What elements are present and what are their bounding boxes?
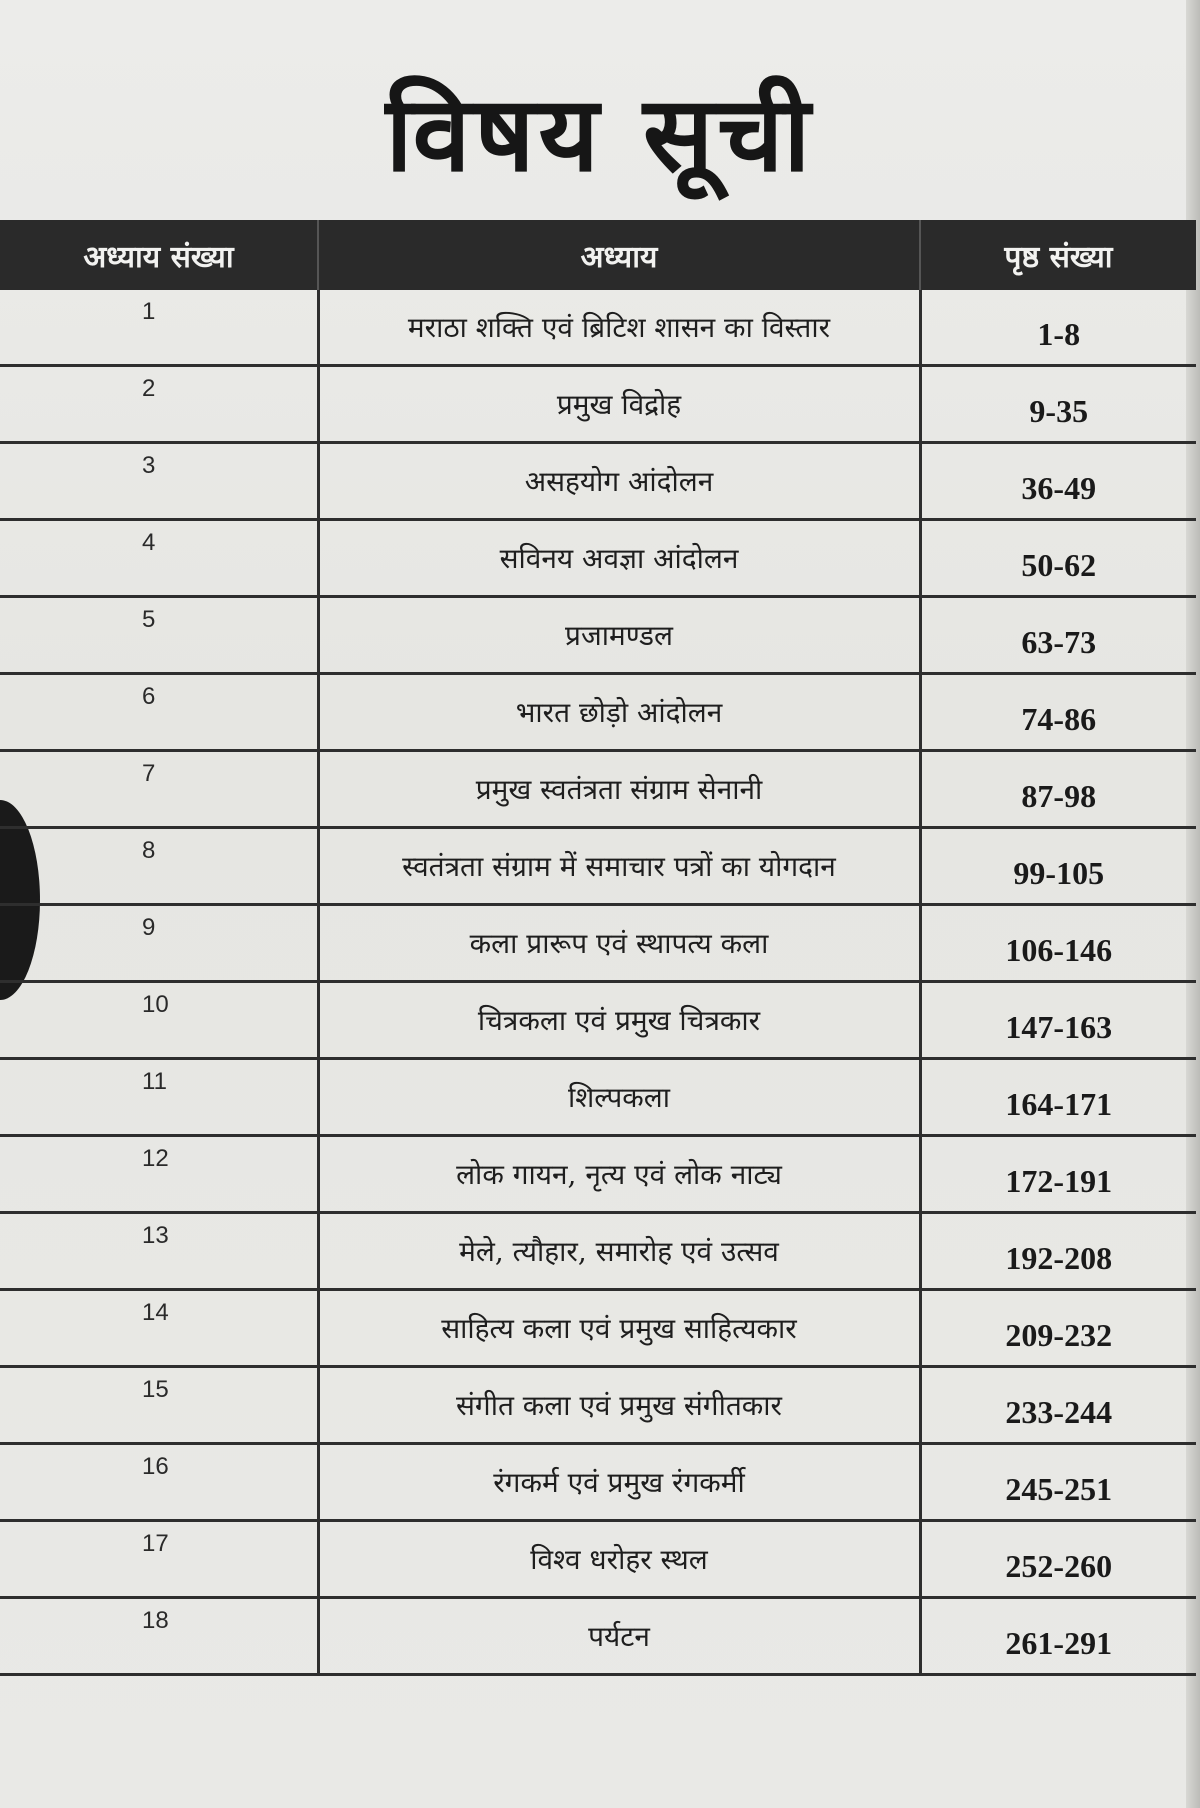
chapter-number: 3 — [142, 452, 156, 479]
table-row — [0, 982, 1196, 1059]
page-range-cell — [920, 1598, 1196, 1675]
chapter-title: लोक गायन, नृत्य एवं लोक नाट्य — [318, 1136, 920, 1213]
page-range-cell — [920, 674, 1196, 751]
chapter-number-cell — [0, 1367, 318, 1444]
chapter-title: स्वतंत्रता संग्राम में समाचार पत्रों का योगदान — [318, 828, 920, 905]
page-range: 106-146 — [1005, 931, 1113, 968]
chapter-number: 2 — [142, 375, 156, 402]
chapter-title: चित्रकला एवं प्रमुख चित्रकार — [318, 982, 920, 1059]
page-range: 164-171 — [1005, 1085, 1113, 1122]
chapter-number-cell — [0, 1059, 318, 1136]
chapter-number-cell — [0, 366, 318, 443]
chapter-number: 5 — [142, 606, 156, 633]
page-range: 147-163 — [1005, 1008, 1113, 1045]
table-row — [0, 1213, 1196, 1290]
page-range-cell — [920, 1521, 1196, 1598]
table-row — [0, 1136, 1196, 1213]
chapter-number: 16 — [142, 1453, 169, 1480]
chapter-number: 18 — [142, 1607, 169, 1634]
page-range: 1-8 — [1037, 315, 1081, 352]
chapter-number-cell — [0, 1136, 318, 1213]
table-row — [0, 443, 1196, 520]
page-range-cell — [920, 1367, 1196, 1444]
chapter-title: मराठा शक्ति एवं ब्रिटिश शासन का विस्तार — [318, 290, 920, 366]
chapter-number: 8 — [142, 837, 156, 864]
page-range: 252-260 — [1005, 1547, 1113, 1584]
chapter-number: 9 — [142, 914, 156, 941]
chapter-number-cell — [0, 982, 318, 1059]
page-range: 36-49 — [1021, 469, 1097, 506]
page-range: 63-73 — [1021, 623, 1097, 660]
table-row — [0, 520, 1196, 597]
page-range: 50-62 — [1021, 546, 1097, 583]
page-range: 87-98 — [1021, 777, 1097, 814]
chapter-number: 14 — [142, 1299, 169, 1326]
table-row — [0, 1059, 1196, 1136]
page-range-cell — [920, 1213, 1196, 1290]
chapter-number: 17 — [142, 1530, 169, 1557]
page-range: 261-291 — [1005, 1624, 1113, 1661]
page-title: विषय सूची — [385, 72, 815, 195]
chapter-number: 7 — [142, 760, 156, 787]
table-row — [0, 366, 1196, 443]
page-range: 233-244 — [1005, 1393, 1113, 1430]
chapter-number-cell — [0, 1290, 318, 1367]
chapter-number: 10 — [142, 991, 169, 1018]
table-row — [0, 1367, 1196, 1444]
chapter-title: प्रमुख विद्रोह — [318, 366, 920, 443]
chapter-title: सविनय अवज्ञा आंदोलन — [318, 520, 920, 597]
chapter-title: असहयोग आंदोलन — [318, 443, 920, 520]
page-range-cell — [920, 290, 1196, 366]
page-range-cell — [920, 443, 1196, 520]
page-range: 9-35 — [1029, 392, 1089, 429]
chapter-number-cell — [0, 905, 318, 982]
chapter-number-cell — [0, 443, 318, 520]
table-header — [0, 220, 1196, 290]
page-range: 245-251 — [1005, 1470, 1113, 1507]
chapter-number: 4 — [142, 529, 156, 556]
header-page-number: पृष्ठ संख्या — [920, 220, 1196, 290]
table-row — [0, 1521, 1196, 1598]
page-range-cell — [920, 982, 1196, 1059]
chapter-title: मेले, त्यौहार, समारोह एवं उत्सव — [318, 1213, 920, 1290]
chapter-title: संगीत कला एवं प्रमुख संगीतकार — [318, 1367, 920, 1444]
page-range-cell — [920, 828, 1196, 905]
table-body — [0, 290, 1196, 1675]
page-range-cell — [920, 1136, 1196, 1213]
page-range: 99-105 — [1013, 854, 1105, 891]
table-row — [0, 828, 1196, 905]
header-chapter-number: अध्याय संख्या — [0, 220, 318, 290]
chapter-title: भारत छोड़ो आंदोलन — [318, 674, 920, 751]
page-range: 192-208 — [1005, 1239, 1113, 1276]
table-row — [0, 905, 1196, 982]
page-range: 209-232 — [1005, 1316, 1113, 1353]
table-row — [0, 1444, 1196, 1521]
table-row — [0, 290, 1196, 366]
page-range-cell — [920, 366, 1196, 443]
table-row — [0, 751, 1196, 828]
chapter-number: 11 — [142, 1068, 167, 1095]
table-row — [0, 1598, 1196, 1675]
chapter-title: विश्व धरोहर स्थल — [318, 1521, 920, 1598]
chapter-number-cell — [0, 1598, 318, 1675]
page-range-cell — [920, 597, 1196, 674]
table-row — [0, 1290, 1196, 1367]
chapter-number-cell — [0, 290, 318, 366]
chapter-number-cell — [0, 1444, 318, 1521]
chapter-number-cell — [0, 1521, 318, 1598]
page-range-cell — [920, 1059, 1196, 1136]
chapter-title: साहित्य कला एवं प्रमुख साहित्यकार — [318, 1290, 920, 1367]
chapter-number-cell — [0, 1213, 318, 1290]
chapter-title: रंगकर्म एवं प्रमुख रंगकर्मी — [318, 1444, 920, 1521]
chapter-number: 15 — [142, 1376, 169, 1403]
chapter-title: प्रजामण्डल — [318, 597, 920, 674]
chapter-title: कला प्रारूप एवं स्थापत्य कला — [318, 905, 920, 982]
chapter-title: शिल्पकला — [318, 1059, 920, 1136]
chapter-number: 13 — [142, 1222, 169, 1249]
page-range-cell — [920, 1290, 1196, 1367]
chapter-number-cell — [0, 828, 318, 905]
table-of-contents — [0, 220, 1196, 1676]
page-range-cell — [920, 1444, 1196, 1521]
chapter-number: 6 — [142, 683, 156, 710]
chapter-number-cell — [0, 751, 318, 828]
chapter-title: प्रमुख स्वतंत्रता संग्राम सेनानी — [318, 751, 920, 828]
page-range-cell — [920, 905, 1196, 982]
chapter-number-cell — [0, 597, 318, 674]
page-range-cell — [920, 520, 1196, 597]
page-range-cell — [920, 751, 1196, 828]
header-chapter: अध्याय — [318, 220, 920, 290]
page-range: 74-86 — [1021, 700, 1097, 737]
page-range: 172-191 — [1005, 1162, 1113, 1199]
chapter-title: पर्यटन — [318, 1598, 920, 1675]
chapter-number-cell — [0, 520, 318, 597]
table-row — [0, 674, 1196, 751]
table-row — [0, 597, 1196, 674]
chapter-number: 12 — [142, 1145, 169, 1172]
chapter-number-cell — [0, 674, 318, 751]
chapter-number: 1 — [142, 298, 156, 325]
